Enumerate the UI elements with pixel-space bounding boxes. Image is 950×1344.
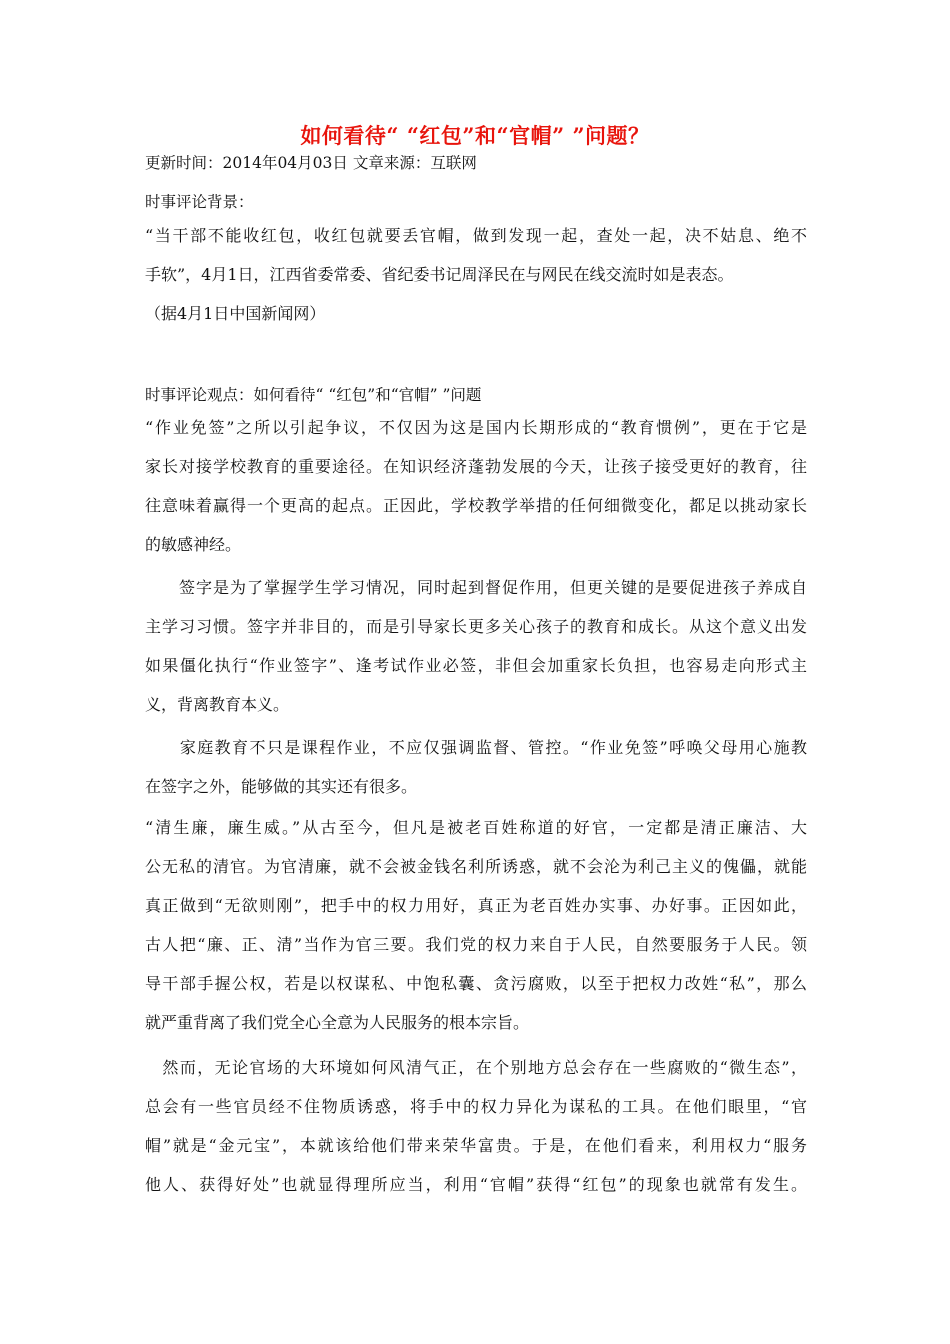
paragraph-line: 家长对接学校教育的重要途径。在知识经济蓬勃发展的今天，让孩子接受更好的教育，往 bbox=[145, 457, 807, 476]
paragraph-line: “作业免签”之所以引起争议，不仅因为这是国内长期形成的“教育惯例”，更在于它是 bbox=[145, 418, 807, 437]
article-meta: 更新时间：2014年04月03日 文章来源：互联网 bbox=[145, 154, 477, 172]
background-paragraph bbox=[145, 216, 807, 333]
paragraph-line: 往意味着赢得一个更高的起点。正因此，学校教学举措的任何细微变化，都足以挑动家长 bbox=[145, 496, 807, 515]
paragraph-line: 导干部手握公权，若是以权谋私、中饱私囊、贪污腐败，以至于把权力改姓“私”，那么 bbox=[145, 974, 807, 993]
paragraph-line: 古人把“廉、正、清”当作为官三要。我们党的权力来自于人民，自然要服务于人民。领 bbox=[145, 935, 807, 954]
paragraph-line: 总会有一些官员经不住物质诱惑，将手中的权力异化为谋私的工具。在他们眼里，“官 bbox=[145, 1097, 807, 1116]
viewpoint-paragraph-1 bbox=[145, 408, 807, 564]
viewpoint-heading: 时事评论观点：如何看待“ “红包”和“官帽” ”问题 bbox=[145, 386, 482, 404]
viewpoint-paragraph-2 bbox=[145, 568, 807, 724]
viewpoint-paragraph-4 bbox=[145, 808, 807, 1042]
viewpoint-paragraph-3 bbox=[145, 728, 807, 806]
paragraph-line: 义，背离教育本义。 bbox=[145, 695, 290, 714]
background-heading: 时事评论背景： bbox=[145, 193, 254, 211]
paragraph-line: 主学习习惯。签字并非目的，而是引导家长更多关心孩子的教育和成长。从这个意义出发 bbox=[145, 617, 807, 636]
paragraph-line: 在签字之外，能够做的其实还有很多。 bbox=[145, 777, 418, 796]
paragraph-line: 他人、获得好处”也就显得理所应当，利用“官帽”获得“红包”的现象也就常有发生。 bbox=[145, 1175, 807, 1194]
paragraph-line: 帽”就是“金元宝”，本就该给他们带来荣华富贵。于是，在他们看来，利用权力“服务 bbox=[145, 1136, 807, 1155]
viewpoint-paragraph-5 bbox=[145, 1048, 807, 1204]
paragraph-line: 手软”，4月1日，江西省委常委、省纪委书记周泽民在与网民在线交流时如是表态。 bbox=[145, 265, 734, 284]
paragraph-line: 然而，无论官场的大环境如何风清气正，在个别地方总会存在一些腐败的“微生态”， bbox=[145, 1058, 807, 1077]
paragraph-line: “当干部不能收红包，收红包就要丢官帽，做到发现一起，查处一起，决不姑息、绝不 bbox=[145, 226, 807, 245]
paragraph-line: 如果僵化执行“作业签字”、逢考试作业必签，非但会加重家长负担，也容易走向形式主 bbox=[145, 656, 807, 675]
paragraph-line: 签字是为了掌握学生学习情况，同时起到督促作用，但更关键的是要促进孩子养成自 bbox=[145, 578, 807, 597]
paragraph-line: 真正做到“无欲则刚”，把手中的权力用好，真正为老百姓办实事、办好事。正因如此， bbox=[145, 896, 807, 915]
paragraph-line: （据4月1日中国新闻网） bbox=[145, 304, 326, 323]
article-title: 如何看待“ “红包”和“官帽” ”问题？ bbox=[300, 123, 650, 148]
paragraph-line: 公无私的清官。为官清廉，就不会被金钱名利所诱惑，就不会沦为利己主义的傀儡，就能 bbox=[145, 857, 807, 876]
paragraph-line: 的敏感神经。 bbox=[145, 535, 242, 554]
paragraph-line: 家庭教育不只是课程作业，不应仅强调监督、管控。“作业免签”呼唤父母用心施教 bbox=[145, 738, 807, 757]
paragraph-line: “清生廉，廉生威。”从古至今，但凡是被老百姓称道的好官，一定都是清正廉洁、大 bbox=[145, 818, 807, 837]
paragraph-line: 就严重背离了我们党全心全意为人民服务的根本宗旨。 bbox=[145, 1013, 530, 1032]
